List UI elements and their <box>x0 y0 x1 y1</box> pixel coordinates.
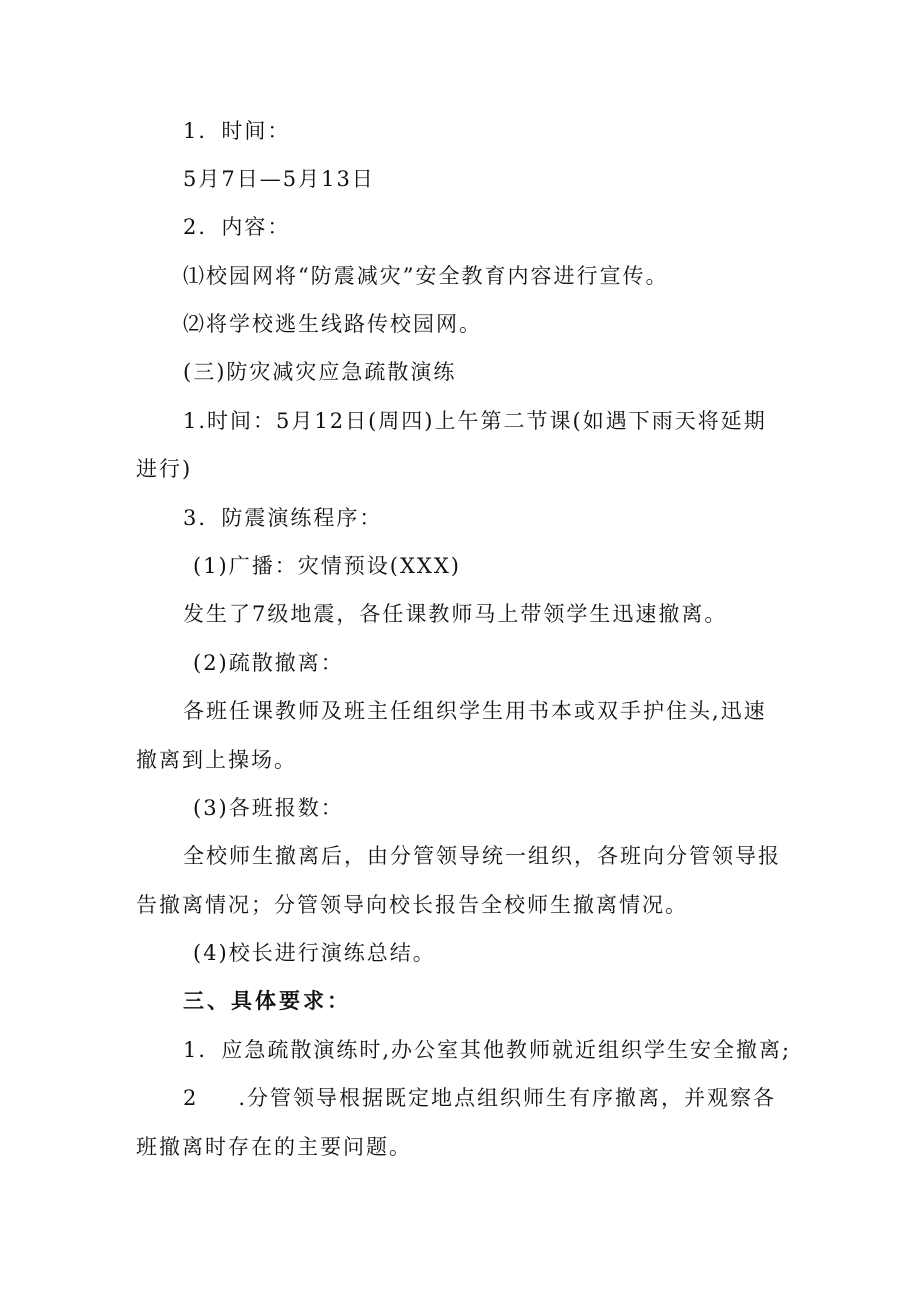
text-line: 进行) <box>136 457 193 481</box>
text-line: (4)校长进行演练总结。 <box>193 941 436 965</box>
text-line <box>183 1083 776 1113</box>
text-line: (1)广播：灾情预设(XXX) <box>193 554 461 578</box>
text-line: (3)各班报数： <box>193 796 344 820</box>
text-line: 发生了7级地震，各任课教师马上带领学生迅速撤离。 <box>183 602 728 626</box>
text-line: 班撤离时存在的主要问题。 <box>136 1135 412 1159</box>
text-line: 1．时间： <box>183 119 291 143</box>
text-line: 各班任课教师及班主任组织学生用书本或双手护住头,迅速 <box>183 699 767 723</box>
text-line: 3．防震演练程序： <box>183 506 383 530</box>
section-heading: (三)防灾减灾应急疏散演练 <box>183 360 457 384</box>
text-line: 1．应急疏散演练时,办公室其他教师就近组织学生安全撤离; <box>183 1038 792 1062</box>
text-line: 告撤离情况；分管领导向校长报告全校师生撤离情况。 <box>136 893 688 917</box>
text-line: 5月7日—5月13日 <box>183 167 375 191</box>
text-line: 撤离到上操场。 <box>136 748 297 772</box>
list-text: .分管领导根据既定地点组织师生有序撤离，并观察各 <box>238 1086 777 1110</box>
text-line: 2．内容： <box>183 215 291 239</box>
text-line: (2)疏散撤离： <box>193 651 344 675</box>
text-line: 1.时间：5月12日(周四)上午第二节课(如遇下雨天将延期 <box>183 409 767 433</box>
list-number: 2 <box>183 1086 199 1110</box>
text-line: ⑴校园网将“防震减灾”安全教育内容进行宣传。 <box>183 264 669 288</box>
text-line: 全校师生撤离后，由分管领导统一组织，各班向分管领导报 <box>183 844 781 868</box>
text-line: ⑵将学校逃生线路传校园网。 <box>183 312 482 336</box>
section-heading: 三、具体要求： <box>183 989 351 1013</box>
